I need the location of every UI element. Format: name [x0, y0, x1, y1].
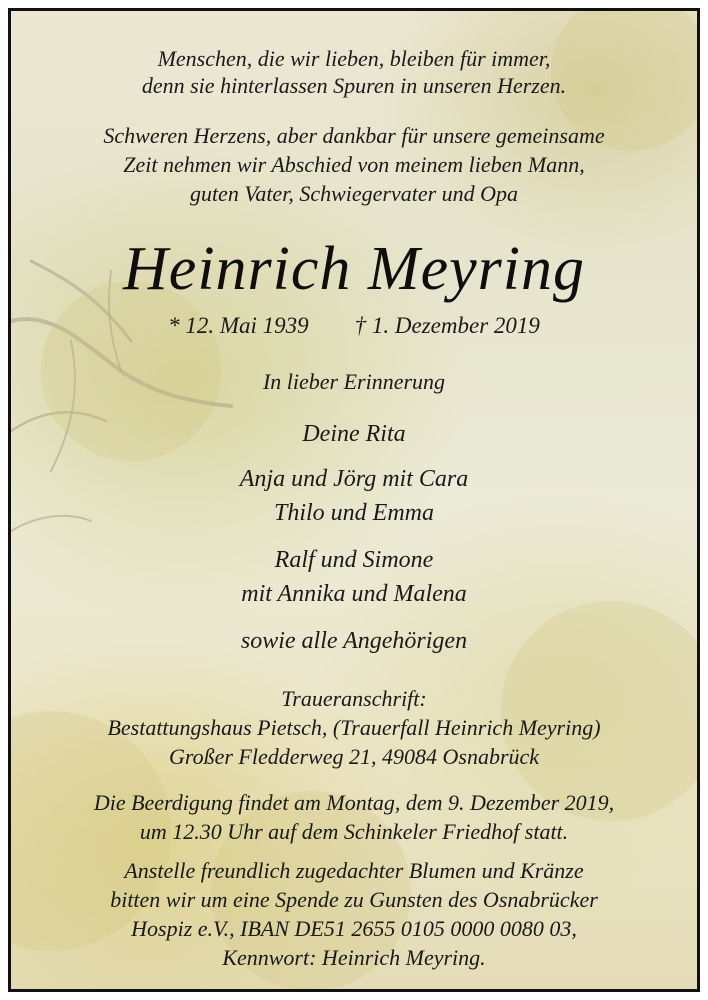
- donation-line-2: bitten wir um eine Spende zu Gunsten des Osnabrücker: [110, 887, 598, 912]
- mourner-family-2-line-1: Ralf und Simone: [274, 547, 434, 573]
- mourner-spouse: Deine Rita: [302, 421, 406, 447]
- motto-line-1: Menschen, die wir lieben, bleiben für immer,: [157, 46, 551, 71]
- funeral-line-1: Die Beerdigung findet am Montag, dem 9. Dezember 2019,: [93, 790, 615, 815]
- mourner-others: sowie alle Angehörigen: [240, 628, 468, 654]
- donation-line-1: Anstelle freundlich zugedachter Blumen und Kränze: [124, 858, 584, 883]
- intro-line-1: Schweren Herzens, aber dankbar für unsere gemeinsame: [103, 123, 605, 148]
- remembrance-line: In lieber Erinnerung: [262, 369, 446, 394]
- intro-line-3: guten Vater, Schwiegervater und Opa: [189, 181, 519, 206]
- death-date: † 1. Dezember 2019: [354, 313, 540, 338]
- address-line-2: Bestattungshaus Pietsch, (Trauerfall Heinrich Meyring): [107, 715, 601, 740]
- mourner-family-1-line-1: Anja und Jörg mit Cara: [239, 466, 469, 492]
- obituary-card: [8, 8, 700, 992]
- address-line-1: Traueranschrift:: [281, 686, 427, 711]
- birth-date: * 12. Mai 1939: [168, 313, 309, 338]
- mourner-family-2-line-2: mit Annika und Malena: [241, 581, 467, 607]
- address-line-3: Großer Fledderweg 21, 49084 Osnabrück: [168, 744, 540, 769]
- funeral-line-2: um 12.30 Uhr auf dem Schinkeler Friedhof statt.: [139, 819, 569, 844]
- mourner-family-1-line-2: Thilo und Emma: [273, 500, 434, 526]
- life-dates: [11, 312, 697, 340]
- donation-line-3: Hospiz e.V., IBAN DE51 2655 0105 0000 0080 03,: [131, 916, 577, 941]
- donation-line-4: Kennwort: Heinrich Meyring.: [222, 945, 486, 970]
- deceased-name: Heinrich Meyring: [123, 235, 585, 303]
- intro-line-2: Zeit nehmen wir Abschied von meinem lieben Mann,: [123, 152, 585, 177]
- motto-line-2: denn sie hinterlassen Spuren in unseren Herzen.: [141, 73, 567, 98]
